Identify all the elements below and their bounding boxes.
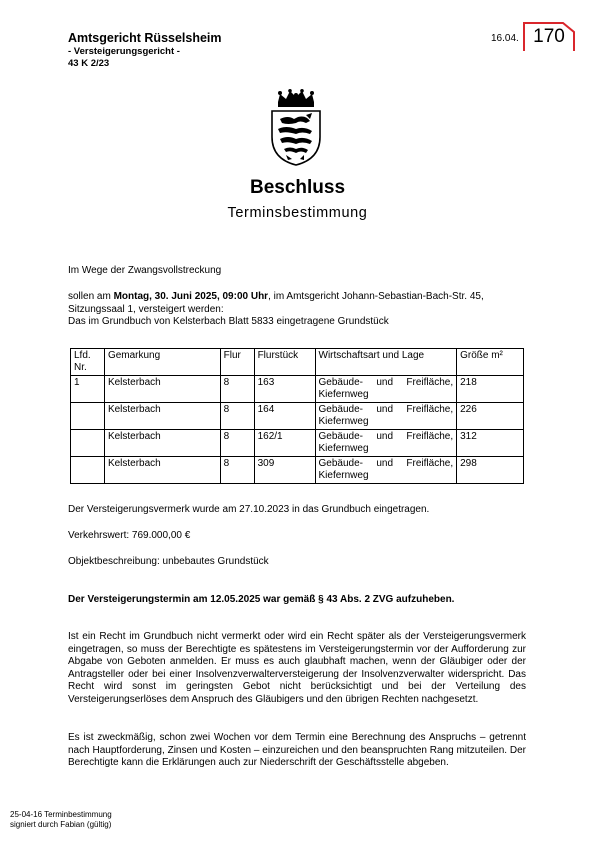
footer-signature: signiert durch Fabian (gültig) — [10, 820, 112, 829]
cell-art-line1: Gebäude- und Freifläche, — [318, 431, 454, 442]
verkehrswert-text: Verkehrswert: 769.000,00 € — [68, 530, 191, 541]
auction-prefix: sollen am — [68, 291, 114, 302]
auction-location: , im Amtsgericht Johann-Sebastian-Bach-Str. 45, — [268, 291, 484, 302]
aufhebung-notice: Der Versteigerungstermin am 12.05.2025 war gemäß § 43 Abs. 2 ZVG aufzuheben. — [68, 594, 455, 605]
col-header-gemarkung: Gemarkung — [104, 349, 220, 376]
cell-gemarkung: Kelsterbach — [104, 457, 220, 484]
cell-art-line2: Kiefernweg — [318, 470, 369, 481]
cell-art-line1: Gebäude- und Freifläche, — [318, 404, 454, 415]
table-header-row — [71, 349, 524, 376]
court-name: Amtsgericht Rüsselsheim — [68, 31, 222, 45]
auction-line-2: Sitzungssaal 1, versteigert werden: — [68, 303, 224, 315]
table-row — [71, 457, 524, 484]
objektbeschreibung-text: Objektbeschreibung: unbebautes Grundstück — [68, 556, 269, 567]
col-header-groesse: Größe m² — [457, 349, 524, 376]
signature-footer — [10, 810, 112, 830]
cell-art-line2: Kiefernweg — [318, 416, 369, 427]
date-stamp: 16.04. — [491, 33, 519, 44]
col-header-lfd: Lfd. Nr. — [71, 349, 105, 376]
hessen-coat-of-arms-icon — [266, 89, 326, 167]
auction-announcement — [68, 291, 526, 329]
cell-flurstueck: 162/1 — [254, 430, 315, 457]
document-title: Beschluss — [249, 177, 346, 198]
court-division: - Versteigerungsgericht - — [68, 46, 180, 57]
table-row — [71, 403, 524, 430]
cell-art-line1: Gebäude- und Freifläche, — [318, 458, 454, 469]
court-header — [68, 31, 222, 70]
cell-flur: 8 — [220, 403, 254, 430]
cell-lfd: 1 — [71, 376, 105, 403]
cell-art-line2: Kiefernweg — [318, 389, 369, 400]
cell-art — [315, 457, 457, 484]
table-row — [71, 430, 524, 457]
cell-groesse: 218 — [457, 376, 524, 403]
auction-date: Montag, 30. Juni 2025, 09:00 Uhr — [113, 291, 269, 302]
auction-line-1 — [68, 291, 526, 304]
cell-flur: 8 — [220, 457, 254, 484]
cell-flurstueck: 164 — [254, 403, 315, 430]
col-header-art: Wirtschaftsart und Lage — [315, 349, 457, 376]
cell-gemarkung: Kelsterbach — [104, 403, 220, 430]
document-subtitle: Terminsbestimmung — [227, 205, 368, 221]
cell-art — [315, 430, 457, 457]
auction-line-3: Das im Grundbuch von Kelsterbach Blatt 5833 eingetragene Grundstück — [68, 316, 389, 327]
case-number: 43 K 2/23 — [68, 58, 110, 69]
cell-lfd — [71, 457, 105, 484]
footer-document-name: 25-04-16 Terminbestimmung — [10, 810, 112, 819]
page-number: 170 — [533, 26, 565, 47]
cell-art — [315, 376, 457, 403]
cell-lfd — [71, 403, 105, 430]
intro-text: Im Wege der Zwangsvollstreckung — [68, 265, 222, 276]
cell-groesse: 226 — [457, 403, 524, 430]
cell-groesse: 298 — [457, 457, 524, 484]
page-number-badge — [523, 22, 575, 52]
claims-paragraph: Es ist zweckmäßig, schon zwei Wochen vor dem Termin eine Berechnung des Anspruchs – getrennt nach Hauptforderung, Zinsen und Kosten – einzureichen und den beanspruchten Rang mitzuteilen. Der Berechtigte kann die Erklärungen auch zur Niederschrift der Geschäftsstelle abgeben. — [68, 732, 526, 768]
rights-paragraph: Ist ein Recht im Grundbuch nicht vermerkt oder wird ein Recht später als der Versteigerungsvermerk eingetragen, so muss der Berechtigte es spätestens im Versteigerungstermin vor der Aufforderung zur Abgabe von Geboten anmelden. Er muss es auch glaubhaft machen, wenn der Gläubiger oder der Antragsteller oder bei einer Insolvenzverwalterversteigerung der Insolvenzverwalter widerspricht. Das Recht wird sonst im geringsten Gebot nicht berücksichtigt und bei der Verteilung des Versteigerungserlöses dem Anspruch des Gläubigers und den übrigen Rechten nachgesetzt. — [68, 631, 526, 705]
cell-gemarkung: Kelsterbach — [104, 430, 220, 457]
property-table — [70, 348, 524, 484]
col-header-flur: Flur — [220, 349, 254, 376]
cell-art — [315, 403, 457, 430]
cell-flur: 8 — [220, 376, 254, 403]
cell-gemarkung: Kelsterbach — [104, 376, 220, 403]
vermerk-text: Der Versteigerungsvermerk wurde am 27.10.2023 in das Grundbuch eingetragen. — [68, 504, 430, 515]
col-header-flurstueck: Flurstück — [254, 349, 315, 376]
cell-groesse: 312 — [457, 430, 524, 457]
cell-art-line1: Gebäude- und Freifläche, — [318, 377, 454, 388]
cell-flur: 8 — [220, 430, 254, 457]
table-row — [71, 376, 524, 403]
cell-art-line2: Kiefernweg — [318, 443, 369, 454]
cell-flurstueck: 163 — [254, 376, 315, 403]
cell-flurstueck: 309 — [254, 457, 315, 484]
cell-lfd — [71, 430, 105, 457]
